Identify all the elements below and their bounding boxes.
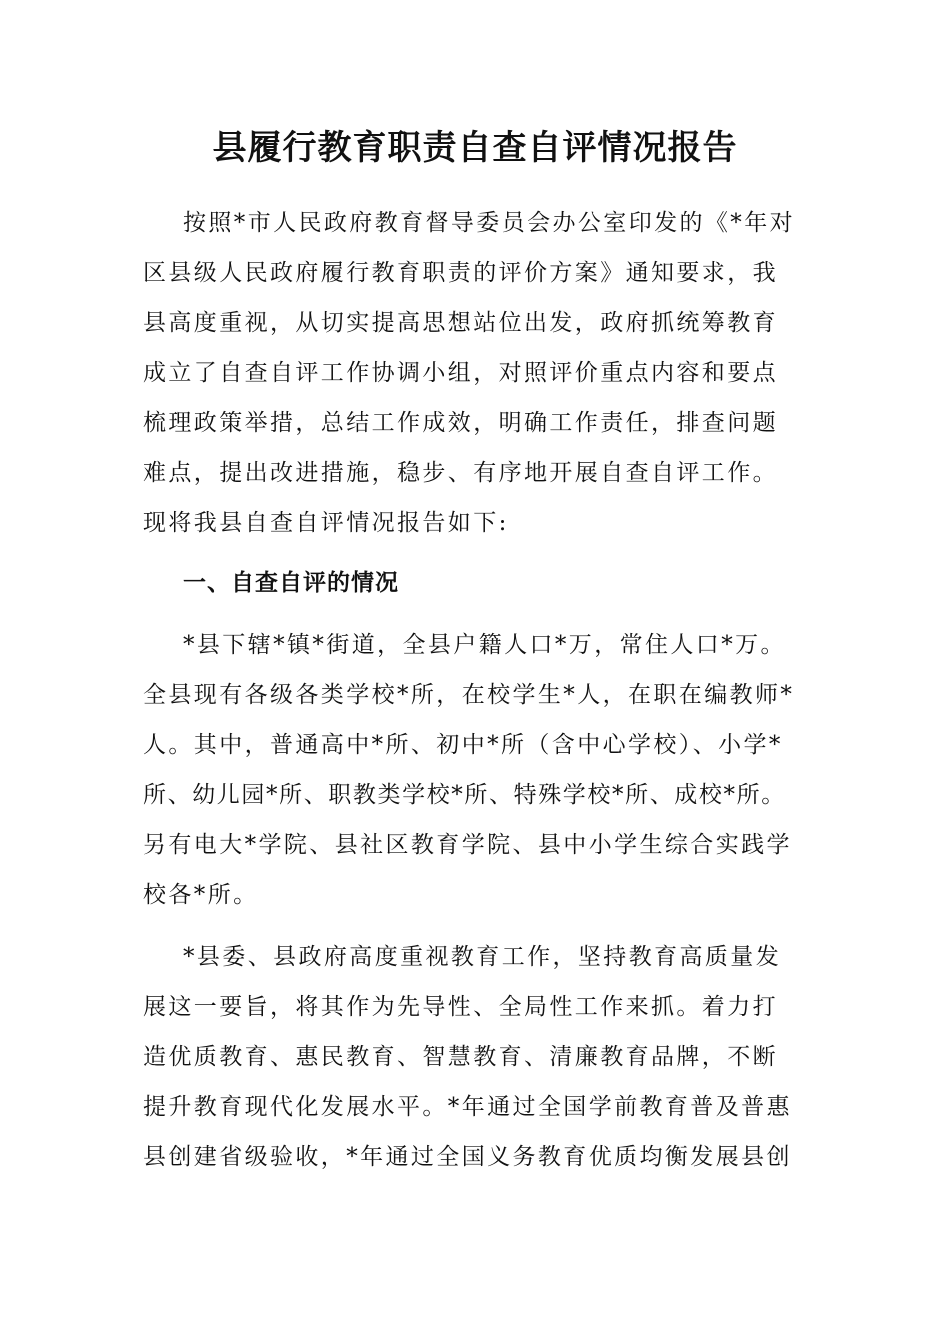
paragraph2-line-6: 校各*所。 (143, 882, 259, 908)
paragraph1-line-7: 现将我县自查自评情况报告如下: (143, 510, 509, 536)
paragraph1-line-3: 县高度重视，从切实提高思想站位出发，政府抓统筹教育 (143, 310, 778, 336)
document-title: 县履行教育职责自查自评情况报告 (212, 128, 738, 168)
paragraph2-line-5: 另有电大*学院、县社区教育学院、县中小学生综合实践学 (143, 832, 792, 858)
paragraph1-line-6: 难点，提出改进措施，稳步、有序地开展自查自评工作。 (143, 460, 778, 486)
paragraph2-line-3: 人。其中，普通高中*所、初中*所（含中心学校）、小学* (143, 732, 783, 758)
paragraph1-line-2: 区县级人民政府履行教育职责的评价方案》通知要求，我 (143, 260, 778, 286)
paragraph1-line-1: 按照*市人民政府教育督导委员会办公室印发的《*年对 (183, 210, 795, 236)
paragraph3-line-5: 县创建省级验收，*年通过全国义务教育优质均衡发展县创 (143, 1144, 792, 1170)
paragraph3-line-1: *县委、县政府高度重视教育工作，坚持教育高质量发 (183, 944, 782, 970)
paragraph3-line-2: 展这一要旨，将其作为先导性、全局性工作来抓。着力打 (143, 994, 778, 1020)
paragraph3-line-3: 造优质教育、惠民教育、智慧教育、清廉教育品牌，不断 (143, 1044, 778, 1070)
section-heading: 一、自查自评的情况 (183, 570, 399, 596)
paragraph1-line-4: 成立了自查自评工作协调小组，对照评价重点内容和要点 (143, 360, 778, 386)
paragraph2-line-1: *县下辖*镇*街道，全县户籍人口*万，常住人口*万。 (183, 632, 786, 658)
paragraph1-line-5: 梳理政策举措，总结工作成效，明确工作责任，排查问题 (143, 410, 778, 436)
paragraph2-line-4: 所、幼儿园*所、职教类学校*所、特殊学校*所、成校*所。 (143, 782, 786, 808)
paragraph3-line-4: 提升教育现代化发展水平。*年通过全国学前教育普及普惠 (143, 1094, 792, 1120)
paragraph2-line-2: 全县现有各级各类学校*所，在校学生*人，在职在编教师* (143, 682, 795, 708)
